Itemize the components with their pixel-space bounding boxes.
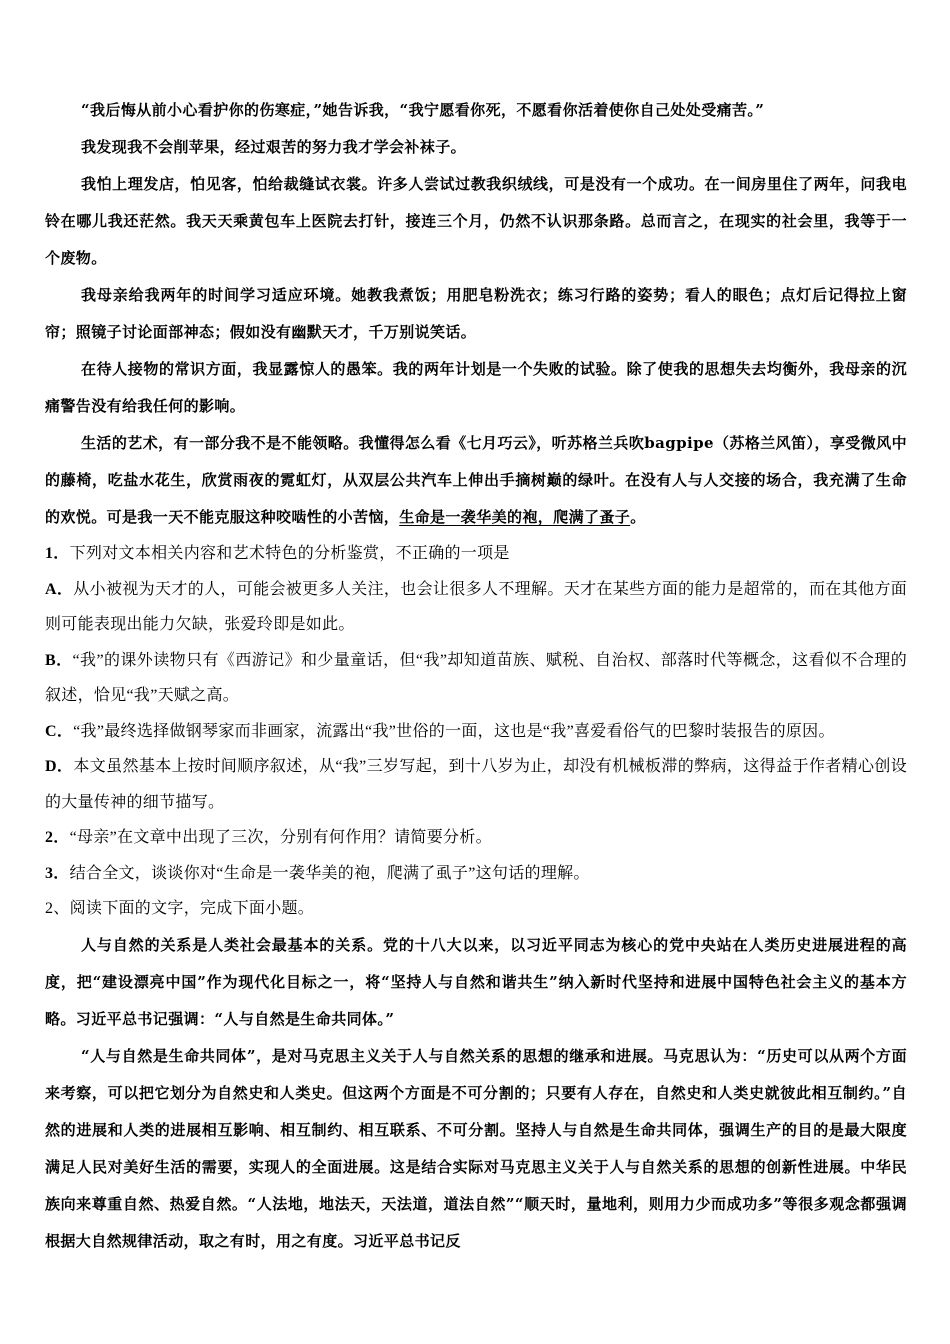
- option-b-text: “我”的课外读物只有《西游记》和少量童话，但“我”却知道苗族、赋税、自治权、部落时代等概念，这看似不合理的叙述，恰见“我”天赋之高。: [45, 651, 907, 704]
- passage1-paragraph-6-text: 生活的艺术，有一部分我不是不能领略。我懂得怎么看《七月巧云》，听苏格兰兵吹bagpipe（苏格兰风笛），享受微风中的藤椅，吃盐水花生，欣赏雨夜的霓虹灯，从双层公共汽车上伸出手摘树巅的绿叶。在没有人与人交接的场合，我充满了生命的欢悦。可是我一天不能克服这种咬啮性的小苦恼，: [45, 434, 907, 526]
- option-c-label: C．: [45, 722, 74, 740]
- option-d-label: D．: [45, 758, 74, 775]
- document-page: [45, 92, 907, 1260]
- passage1-paragraph-2: 我发现我不会削苹果，经过艰苦的努力我才学会补袜子。: [81, 138, 467, 156]
- passage1-paragraph-6-end: 。: [630, 508, 646, 526]
- option-c-text: “我”最终选择做钢琴家而非画家，流露出“我”世俗的一面，这也是“我”喜爱看俗气的巴黎时装报告的原因。: [73, 722, 835, 740]
- option-a-label: A．: [45, 580, 74, 598]
- option-a: [45, 572, 907, 643]
- question-1-text: 下列对文本相关内容和艺术特色的分析鉴赏，不正确的一项是: [69, 545, 510, 562]
- question-3-text: 结合全文，谈谈你对“生命是一袭华美的袍，爬满了虱子”这句话的理解。: [69, 864, 590, 882]
- question-3-number: 3．: [45, 864, 70, 882]
- option-b: [45, 643, 907, 714]
- option-d-text: 本文虽然基本上按时间顺序叙述，从“我”三岁写起，到十八岁为止，却没有机械板滞的弊病，这得益于作者精心创设的大量传神的细节描写。: [45, 758, 907, 811]
- passage2-paragraph-1: 人与自然的关系是人类社会最基本的关系。党的十八大以来，以习近平同志为核心的党中央站在人类历史进展进程的高度，把“建设漂亮中国”作为现代化目标之一，将“坚持人与自然和谐共生”纳入新时代坚持和进展中国特色社会主义的基本方略。习近平总书记强调：“人与自然是生命共同体。”: [45, 935, 907, 1028]
- option-b-label: B．: [45, 651, 73, 669]
- option-c: [45, 714, 907, 750]
- option-d: [45, 749, 907, 820]
- passage1-paragraph-1: “我后悔从前小心看护你的伤寒症，”她告诉我，“我宁愿看你死，不愿看你活着使你自己处处受痛苦。”: [81, 101, 765, 119]
- passage1-paragraph-5: 在待人接物的常识方面，我显露惊人的愚笨。我的两年计划是一个失败的试验。除了使我的思想失去均衡外，我母亲的沉痛警告没有给我任何的影响。: [45, 360, 907, 415]
- question-1: [45, 536, 907, 572]
- passage1-paragraph-6: [45, 425, 907, 536]
- question-3: [45, 856, 907, 892]
- passage1-paragraph-4: 我母亲给我两年的时间学习适应环境。她教我煮饭；用肥皂粉洗衣；练习行路的姿势；看人的眼色；点灯后记得拉上窗帘；照镜子讨论面部神态；假如没有幽默天才，千万别说笑话。: [45, 286, 907, 341]
- passage1-paragraph-3: 我怕上理发店，怕见客，怕给裁缝试衣裳。许多人尝试过教我织绒线，可是没有一个成功。在一间房里住了两年，问我电铃在哪儿我还茫然。我天天乘黄包车上医院去打针，接连三个月，仍然不认识那条路。总而言之，在现实的社会里，我等于一个废物。: [45, 175, 907, 267]
- underlined-sentence: 生命是一袭华美的袍，爬满了蚤子: [399, 508, 631, 526]
- question-2: [45, 820, 907, 856]
- question-2-number: 2．: [45, 829, 70, 846]
- section-2-heading: 2、阅读下面的文字，完成下面小题。: [45, 900, 315, 917]
- question-2-text: “母亲”在文章中出现了三次，分别有何作用？请简要分析。: [69, 829, 492, 846]
- question-1-number: 1．: [45, 545, 70, 562]
- passage2-paragraph-2: “人与自然是生命共同体”，是对马克思主义关于人与自然关系的思想的继承和进展。马克思认为：“历史可以从两个方面来考察，可以把它划分为自然史和人类史。但这两个方面是不可分割的；只要有人存在，自然史和人类史就彼此相互制约。”自然的进展和人类的进展相互影响、相互制约、相互联系、不可分割。坚持人与自然是生命共同体，强调生产的目的是最大限度满足人民对美好生活的需要，实现人的全面进展。这是结合实际对马克思主义关于人与自然关系的思想的创新性进展。中华民族向来尊重自然、热爱自然。“人法地，地法天，天法道，道法自然”“顺天时，量地利，则用力少而成功多”等很多观念都强调根据大自然规律活动，取之有时，用之有度。习近平总书记反: [45, 1046, 907, 1250]
- option-a-text: 从小被视为天才的人，可能会被更多人关注，也会让很多人不理解。天才在某些方面的能力是超常的，而在其他方面则可能表现出能力欠缺，张爱玲即是如此。: [45, 580, 908, 633]
